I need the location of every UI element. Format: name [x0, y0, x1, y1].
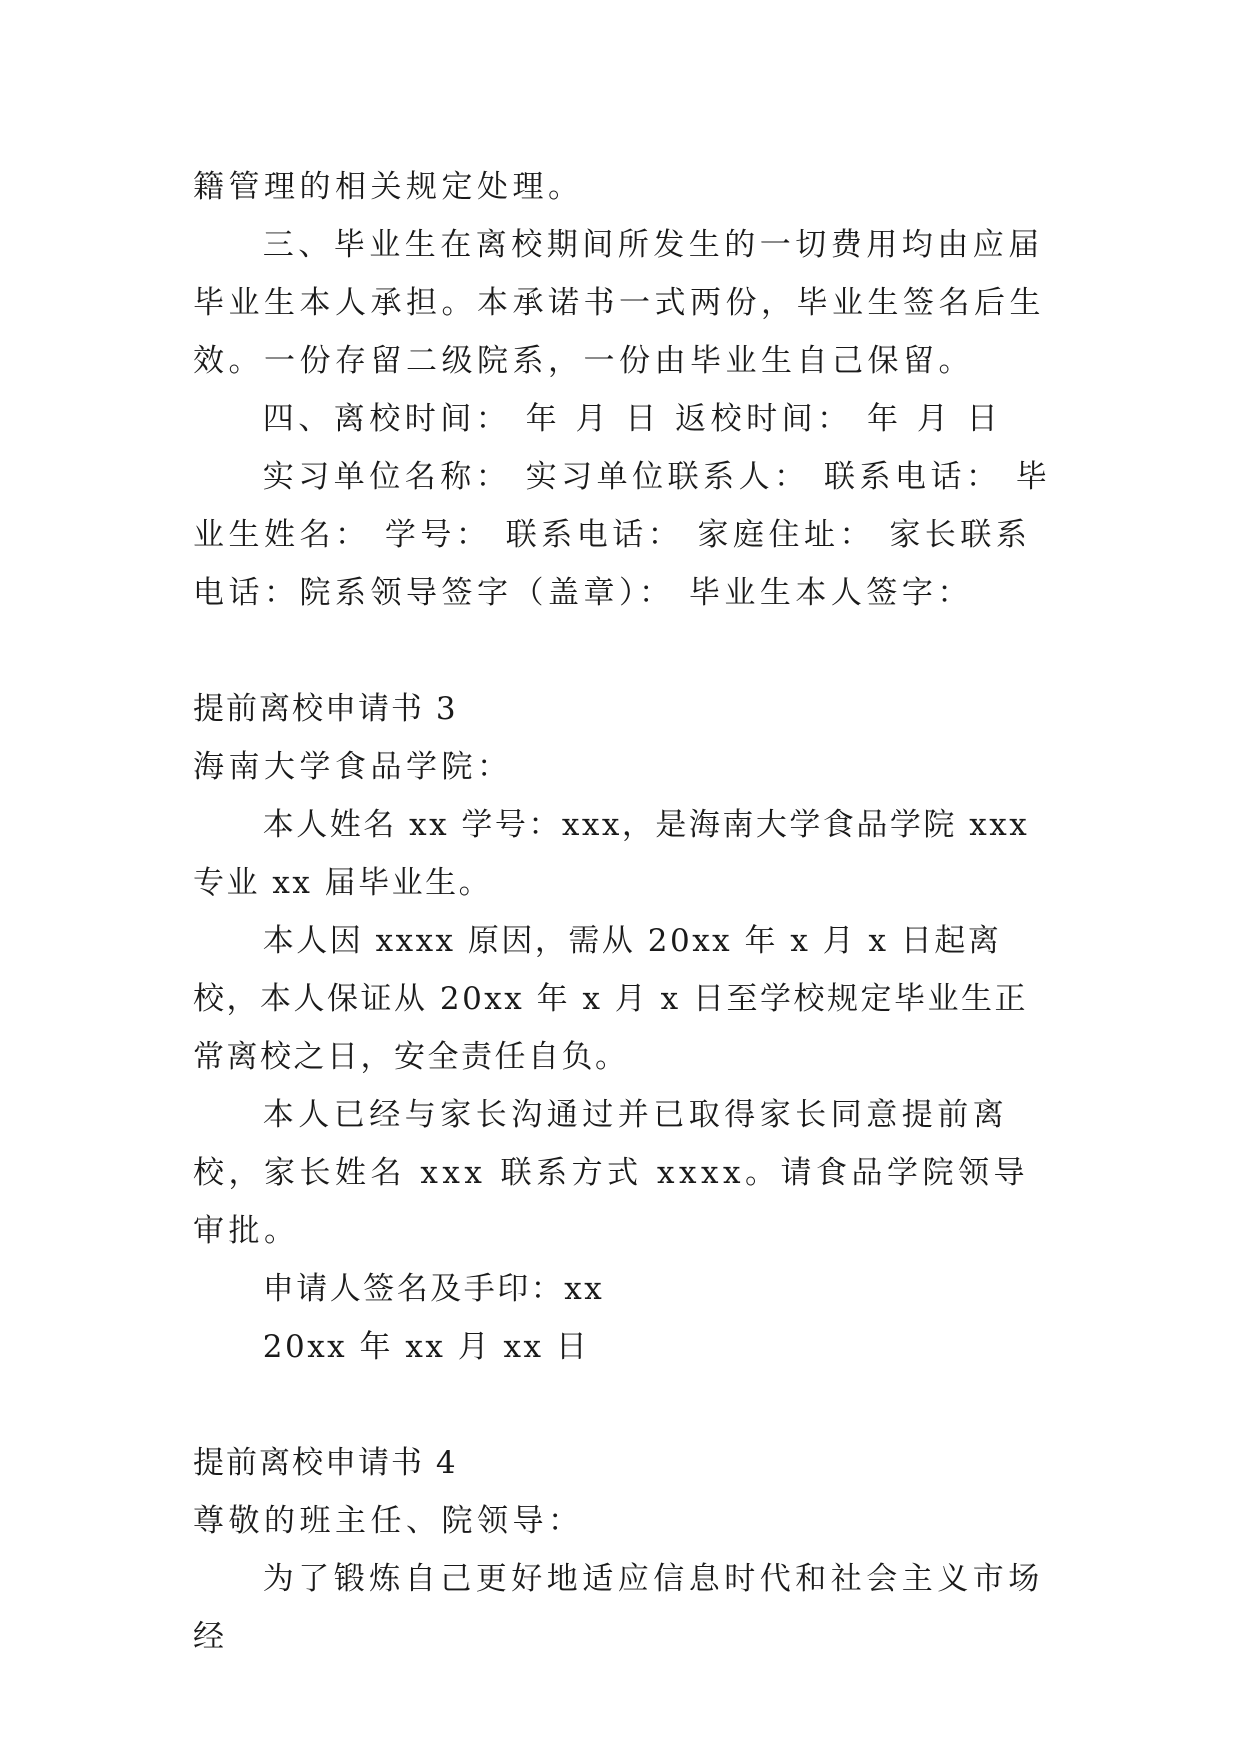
paragraph-clause-four: 四、离校时间： 年 月 日 返校时间： 年 月 日: [262, 401, 1003, 437]
salutation-3: 海南大学食品学院：: [193, 749, 513, 785]
section-title-4: 提前离校申请书 4: [193, 1445, 458, 1481]
paragraph-contact-fields: 实习单位名称： 实习单位联系人： 联系电话： 毕业生姓名： 学号： 联系电话： 家庭住址： 家长联系电话：院系领导签字（盖章）： 毕业生本人签字：: [193, 459, 1052, 611]
date-line: 20xx 年 xx 月 xx 日: [262, 1329, 590, 1365]
paragraph-continuation: 籍管理的相关规定处理。: [193, 169, 584, 205]
salutation-4: 尊敬的班主任、院领导：: [193, 1503, 584, 1539]
paragraph-reason: 本人因 xxxx 原因，需从 20xx 年 x 月 x 日起离校，本人保证从 20xx 年 x 月 x 日至学校规定毕业生正常离校之日，安全责任自负。: [193, 923, 1028, 1075]
section-spacer: [193, 622, 1055, 680]
paragraph-parent-consent: 本人已经与家长沟通过并已取得家长同意提前离校，家长姓名 xxx 联系方式 xxxx。请食品学院领导审批。: [193, 1097, 1029, 1249]
section-spacer: [193, 1376, 1055, 1434]
paragraph-identity: 本人姓名 xx 学号：xxx，是海南大学食品学院 xxx 专业 xx 届毕业生。: [193, 807, 1030, 901]
signature-line: 申请人签名及手印：xx: [262, 1271, 605, 1307]
paragraph-clause-three: 三、毕业生在离校期间所发生的一切费用均由应届毕业生本人承担。本承诺书一式两份，毕业生签名后生效。一份存留二级院系，一份由毕业生自己保留。: [193, 227, 1045, 379]
paragraph-purpose: 为了锻炼自己更好地适应信息时代和社会主义市场经: [193, 1561, 1044, 1655]
document-content: [193, 158, 1055, 1666]
section-title-3: 提前离校申请书 3: [193, 691, 458, 727]
